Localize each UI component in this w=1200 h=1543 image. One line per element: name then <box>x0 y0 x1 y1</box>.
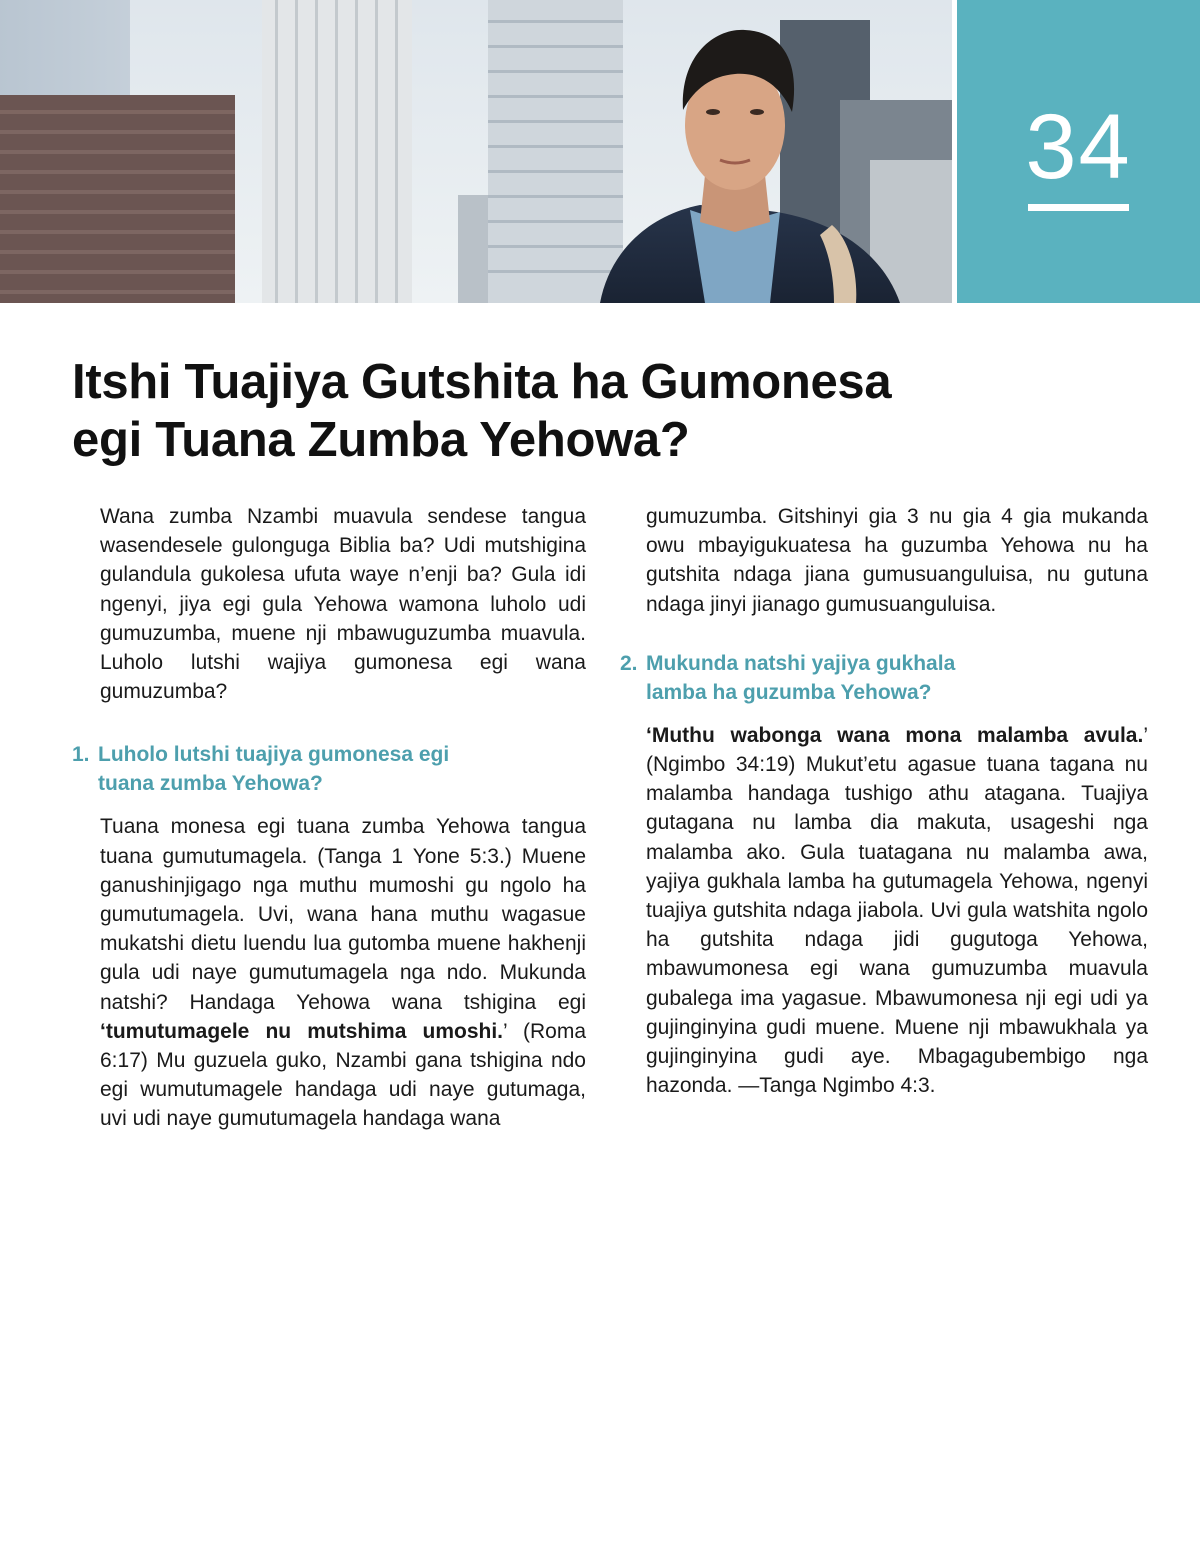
paragraph-2-text: ’ (Ngimbo 34:19) Mukut’etu agasue tuana tagana nu malamba handaga tushigo athu atagana. Tuajiya gutagana nu lamba dia makuta, usageshi nga malamba ako. Gula tuatagana nu malamba awa, yajiya gukhala lamba ha gutumagela Yehowa, ngenyi tuajiya gutshita ndaga jiabola. Uvi gula watshita ngolo ha gutshita ndaga jidi gugutoga Yehowa, mbawumonesa egi wana gumuzumba muavula gubalega ima yagasue. Mbawumonesa nji egi udi ya gujinginyina gudi muene. Muene nji mbawukhala ya gujinginyina gudi aye. Mbagagubembigo nga hazonda. —Tanga Ngimbo 4:3. <box>646 723 1148 1098</box>
intro-paragraph: Wana zumba Nzambi muavula sendese tangua wasendesele gulonguga Biblia ba? Udi mutshigina gulandula gukolesa ufuta waye n’enji ba? Gula idi ngenyi, jiya egi gula Yehowa wamona luholo udi gumuzumba, muene nji mbawuguzumba muavula. Luholo lutshi wajiya gumonesa egi wana gumuzumba? <box>100 505 586 704</box>
question-1-line-1: Luholo lutshi tuajiya gumonesa egi <box>98 743 450 767</box>
right-column <box>620 502 1148 619</box>
left-column <box>72 502 586 1134</box>
paragraph-1-continued: gumuzumba. Gitshinyi gia 3 nu gia 4 gia mukanda owu mbayigukuatesa ha guzumba Yehowa nu ha gutshita ndaga jiana gumusuanguluisa, nu gutuna ndaga jinyi jianago gumusuanguluisa. <box>646 505 1148 616</box>
paragraph-2-quote: ‘Muthu wabonga wana mona malamba avula. <box>646 723 1144 747</box>
paragraph-1 <box>100 812 586 1133</box>
title-line-2: egi Tuana Zumba Yehowa? <box>72 413 690 467</box>
badge-underline <box>1028 204 1129 211</box>
paragraph-1-text-a: Tuana monesa egi tuana zumba Yehowa tangua tuana gumutumagela. (Tanga 1 Yone 5:3.) Muene ganushinjigago nga muthu mumoshi gu ngolo ha gumutumagela. Uvi, wana hana muthu wagasue mukatshi dietu luendu lua gutomba muene hakhenji gula udi naye gumutumagela nga ndo. Mukunda natshi? Handaga Yehowa wana tshigina egi <box>100 815 586 1014</box>
page-title <box>72 353 992 469</box>
question-2-line-2: lamba ha guzumba Yehowa? <box>646 680 932 704</box>
question-2-line-1: Mukunda natshi yajiya gukhala <box>646 651 956 675</box>
paragraph-1-text-b: ’ (Roma 6:17) Mu guzuela guko, Nzambi gana tshigina ndo egi wumutumagele handaga udi naye gutumaga, uvi udi naye gumutumagela handaga wana <box>100 1019 586 1131</box>
question-1-line-2: tuana zumba Yehowa? <box>98 772 323 796</box>
question-2-heading <box>620 649 1148 707</box>
paragraph-2 <box>646 721 1148 1101</box>
hero-photo <box>0 0 952 303</box>
right-column-questions <box>620 649 1148 1101</box>
question-2-number: 2. <box>620 651 638 675</box>
lesson-number-badge <box>957 0 1200 303</box>
question-1-number: 1. <box>72 743 90 767</box>
title-line-1: Itshi Tuajiya Gutshita ha Gumonesa <box>72 355 892 409</box>
paragraph-1-quote: ‘tumutumagele nu mutshima umoshi. <box>100 1019 503 1043</box>
lesson-number: 34 <box>1025 96 1132 198</box>
city-portrait-illustration <box>0 0 952 303</box>
question-1-heading <box>72 740 586 798</box>
